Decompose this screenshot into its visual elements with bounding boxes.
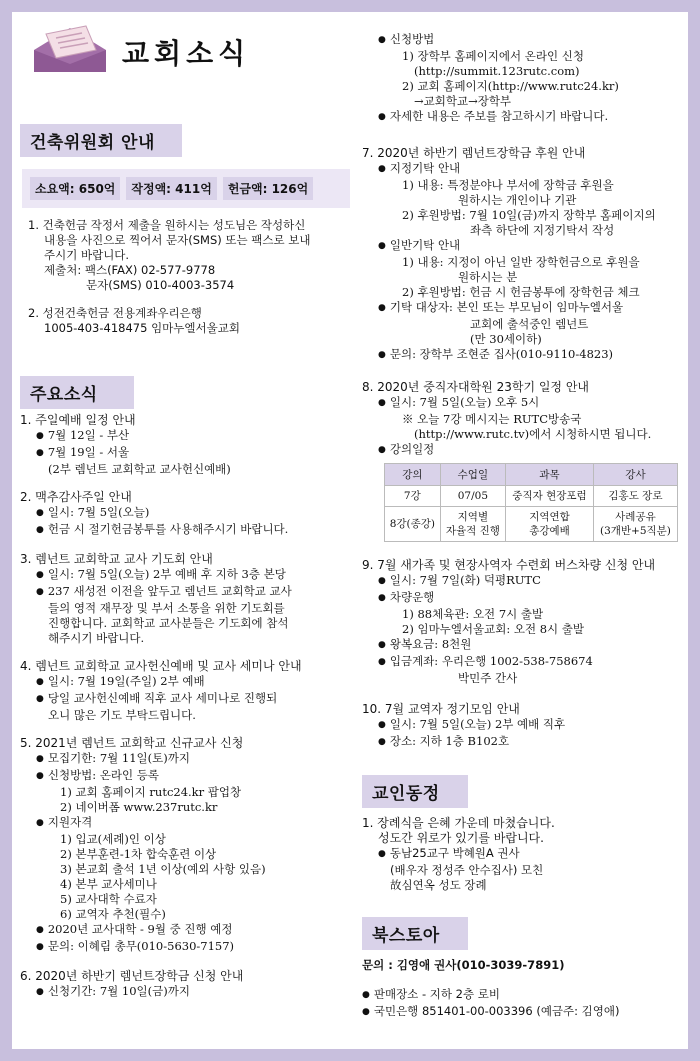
building-item-1-line: 내용을 사진으로 찍어서 문자(SMS) 또는 팩스로 보내 bbox=[44, 233, 311, 247]
news-subline: 박민주 간사 bbox=[458, 671, 518, 685]
news-item-9 bbox=[362, 558, 682, 686]
news-bullet: ● 신청기간: 7월 10일(금)까지 bbox=[20, 984, 354, 1001]
news-heading: 주요소식 bbox=[20, 376, 134, 409]
news-item-6-cont bbox=[362, 32, 682, 126]
news-item-2 bbox=[20, 490, 354, 539]
table-cell: 지역연합 총강예배 bbox=[506, 507, 594, 542]
news-subline: 교회에 출석중인 렘넌트 bbox=[470, 317, 589, 331]
news-bullet: ● 왕복요금: 8천원 bbox=[362, 637, 682, 654]
news-item-title: 1. 주일예배 일정 안내 bbox=[20, 413, 136, 427]
news-subline: 2) 본부훈련-1차 합숙훈련 이상 bbox=[60, 847, 217, 861]
table-cell: 8강(종강) bbox=[385, 507, 441, 542]
table-row bbox=[385, 507, 678, 542]
news-note: (http://www.rutc.tv)에서 시청하시면 됩니다. bbox=[414, 427, 652, 441]
news-subline: 2) 네이버폼 www.237rutc.kr bbox=[60, 800, 218, 814]
news-bullet: ● 지원자격 bbox=[20, 815, 354, 832]
left-column bbox=[20, 12, 354, 1014]
news-bullet: ● 237 새성전 이전을 앞두고 렘넌트 교회학교 교사 bbox=[20, 584, 354, 601]
lecture-schedule-table bbox=[384, 463, 678, 542]
news-item-title: 2. 맥추감사주일 안내 bbox=[20, 490, 132, 504]
table-cell: 김홍도 장로 bbox=[593, 486, 677, 507]
news-list bbox=[20, 413, 354, 1001]
bookstore-heading: 북스토아 bbox=[362, 917, 468, 950]
table-cell: 07/05 bbox=[440, 486, 505, 507]
news-subline: 4) 본부 교사세미나 bbox=[60, 877, 157, 891]
news-item-10 bbox=[362, 702, 682, 751]
news-bullet: ● 2020년 교사대학 - 9월 중 진행 예정 bbox=[20, 922, 354, 939]
news-item-title: 3. 렘넌트 교회학교 교사 기도회 안내 bbox=[20, 552, 213, 566]
news-subline: 5) 교사대학 수료자 bbox=[60, 892, 157, 906]
news-bullet: ● 문의: 이혜림 총무(010-5630-7157) bbox=[20, 939, 354, 956]
news-item-title: 6. 2020년 하반기 렘넌트장학금 신청 안내 bbox=[20, 969, 244, 983]
news-item-title: 10. 7월 교역자 정기모임 안내 bbox=[362, 702, 520, 716]
news-subline: 1) 내용: 지정이 아닌 일반 장학헌금으로 후원을 bbox=[402, 255, 640, 269]
news-item-4 bbox=[20, 659, 354, 723]
bookstore-bullet: ● 판매장소 - 지하 2층 로비 bbox=[362, 987, 682, 1004]
news-subline: →교회학교→장학부 bbox=[414, 94, 512, 108]
right-column bbox=[362, 32, 682, 1021]
news-bullet: ● 신청방법 bbox=[362, 32, 682, 49]
members-line: 1. 장례식을 은혜 가운데 마쳤습니다. bbox=[362, 816, 555, 830]
building-item-1 bbox=[28, 218, 354, 293]
building-item-2 bbox=[28, 306, 354, 336]
members-section bbox=[362, 775, 682, 893]
members-line: 성도간 위로가 있기를 바랍니다. bbox=[378, 831, 544, 845]
members-bullet: ● 동남25교구 박혜원A 권사 bbox=[362, 846, 682, 863]
news-bullet: ● 문의: 장학부 조현준 집사(010-9110-4823) bbox=[362, 347, 682, 364]
news-subline: 좌측 하단에 지정기탁서 작성 bbox=[470, 223, 615, 237]
building-account-number: 1005-403-418475 임마누엘서울교회 bbox=[44, 321, 240, 335]
news-item-6 bbox=[20, 969, 354, 1001]
building-item-1-line: 1. 건축헌금 작정서 제출을 원하시는 성도님은 작성하신 bbox=[28, 218, 306, 232]
table-row bbox=[385, 486, 678, 507]
news-subline: 원하시는 분 bbox=[458, 270, 518, 284]
news-item-8 bbox=[362, 380, 682, 542]
news-bullet: ● 자세한 내용은 주보를 참고하시기 바랍니다. bbox=[362, 109, 682, 126]
sms-number: 문자(SMS) 010-4003-3574 bbox=[86, 278, 235, 292]
table-cell: 사례공유 (3개반+5직분) bbox=[593, 507, 677, 542]
building-account-bank: 2. 성전건축헌금 전용계좌우리은행 bbox=[28, 306, 202, 320]
news-bullet: ● 일시: 7월 7일(화) 덕평RUTC bbox=[362, 573, 682, 590]
news-subline: 원하시는 개인이나 기관 bbox=[458, 193, 577, 207]
budget-chip-pledged: 작정액: 411억 bbox=[126, 177, 216, 200]
news-bullet: ● 장소: 지하 1층 B102호 bbox=[362, 734, 682, 751]
news-subline: 2) 임마누엘서울교회: 오전 8시 출발 bbox=[402, 622, 585, 636]
fax-number: 제출처: 팩스(FAX) 02-577-9778 bbox=[44, 263, 216, 277]
bookstore-bullet: ● 국민은행 851401-00-003396 (예금주: 김영애) bbox=[362, 1004, 682, 1021]
budget-chip-total: 소요액: 650억 bbox=[30, 177, 120, 200]
news-subline: 1) 내용: 특정분야나 부서에 장학금 후원을 bbox=[402, 178, 614, 192]
news-bullet: ● 당일 교사헌신예배 직후 교사 세미나로 진행되 bbox=[20, 691, 354, 708]
news-item-title: 5. 2021년 렘넌트 교회학교 신규교사 신청 bbox=[20, 736, 244, 750]
table-header: 강의 bbox=[385, 464, 441, 486]
table-header: 수업일 bbox=[440, 464, 505, 486]
news-bullet: ● 7월 19일 - 서울 bbox=[20, 445, 354, 462]
building-item-1-line: 주시기 바랍니다. bbox=[44, 248, 130, 262]
news-subline: 1) 88체육관: 오전 7시 출발 bbox=[402, 607, 544, 621]
news-subline: 1) 교회 홈페이지 rutc24.kr 팝업창 bbox=[60, 785, 242, 799]
news-subline: 6) 교역자 추천(필수) bbox=[60, 907, 166, 921]
news-item-title: 4. 렘넌트 교회학교 교사헌신예배 및 교사 세미나 안내 bbox=[20, 659, 302, 673]
news-subline: 들의 영적 재무장 및 부서 소통을 위한 기도회를 bbox=[48, 601, 285, 615]
news-subline: 오니 많은 기도 부탁드립니다. bbox=[48, 708, 196, 722]
members-subline: 故심연옥 성도 장례 bbox=[390, 878, 487, 892]
bulletin-page bbox=[12, 12, 688, 1049]
news-subline: 2) 후원방법: 7월 10일(금)까지 장학부 홈페이지의 bbox=[402, 208, 656, 222]
news-bullet: ● 기탁 대상자: 본인 또는 부모님이 임마누엘서울 bbox=[362, 300, 682, 317]
news-subline: 해주시기 바랍니다. bbox=[48, 631, 145, 645]
news-bullet: ● 입금계좌: 우리은행 1002-538-758674 bbox=[362, 654, 682, 671]
news-bullet: ● 헌금 시 절기헌금봉투를 사용해주시기 바랍니다. bbox=[20, 522, 354, 539]
news-bullet: ● 모집기한: 7월 11일(토)까지 bbox=[20, 751, 354, 768]
news-note: ※ 오늘 7강 메시지는 RUTC방송국 bbox=[402, 412, 582, 426]
envelope-icon bbox=[30, 20, 110, 76]
table-cell: 7강 bbox=[385, 486, 441, 507]
news-subline: (http://summit.123rutc.com) bbox=[414, 64, 580, 78]
members-subline: (배우자 정성주 안수집사) 모친 bbox=[390, 863, 544, 877]
table-header: 강사 bbox=[593, 464, 677, 486]
table-header-row bbox=[385, 464, 678, 486]
news-bullet: ● 일시: 7월 5일(오늘) bbox=[20, 505, 354, 522]
news-bullet: ● 일반기탁 안내 bbox=[362, 238, 682, 255]
table-cell: 중직자 현장포럼 bbox=[506, 486, 594, 507]
news-item-7 bbox=[362, 146, 682, 364]
news-subline: (2부 렘넌트 교회학교 교사헌신예배) bbox=[48, 462, 231, 476]
news-bullet: ● 일시: 7월 19일(주일) 2부 예배 bbox=[20, 674, 354, 691]
news-subline: 2) 교회 홈페이지(http://www.rutc24.kr) bbox=[402, 79, 619, 93]
news-bullet: ● 일시: 7월 5일(오늘) 오후 5시 bbox=[362, 395, 682, 412]
news-bullet: ● 지정기탁 안내 bbox=[362, 161, 682, 178]
news-subline: (만 30세이하) bbox=[470, 332, 542, 346]
news-subline: 1) 입교(세례)인 이상 bbox=[60, 832, 166, 846]
news-bullet: ● 7월 12일 - 부산 bbox=[20, 428, 354, 445]
bookstore-contact: 문의 : 김영애 권사(010-3039-7891) bbox=[362, 958, 565, 972]
news-bullet: ● 강의일정 bbox=[362, 442, 682, 459]
news-bullet: ● 일시: 7월 5일(오늘) 2부 예배 직후 bbox=[362, 717, 682, 734]
news-bullet: ● 차량운행 bbox=[362, 590, 682, 607]
news-item-title: 9. 7월 새가족 및 현장사역자 수련회 버스차량 신청 안내 bbox=[362, 558, 656, 572]
news-item-title: 8. 2020년 중직자대학원 23학기 일정 안내 bbox=[362, 380, 590, 394]
news-item-5 bbox=[20, 736, 354, 956]
news-bullet: ● 신청방법: 온라인 등록 bbox=[20, 768, 354, 785]
table-header: 과목 bbox=[506, 464, 594, 486]
news-subline: 2) 후원방법: 헌금 시 헌금봉투에 장학헌금 체크 bbox=[402, 285, 640, 299]
budget-chip-given: 헌금액: 126억 bbox=[223, 177, 313, 200]
page-title: 교회소식 bbox=[122, 37, 251, 70]
members-heading: 교인동정 bbox=[362, 775, 468, 808]
news-bullet: ● 일시: 7월 5일(오늘) 2부 예배 후 지하 3층 본당 bbox=[20, 567, 354, 584]
news-item-1 bbox=[20, 413, 354, 477]
news-subline: 3) 본교회 출석 1년 이상(예외 사항 있음) bbox=[60, 862, 266, 876]
table-cell: 지역별 자율적 진행 bbox=[440, 507, 505, 542]
building-heading: 건축위원회 안내 bbox=[20, 124, 182, 157]
news-subline: 1) 장학부 홈페이지에서 온라인 신청 bbox=[402, 49, 584, 63]
budget-chips bbox=[22, 169, 350, 208]
news-subline: 진행합니다. 교회학교 교사분들은 기도회에 참석 bbox=[48, 616, 289, 630]
bulletin-header bbox=[20, 12, 354, 78]
news-item-title: 7. 2020년 하반기 렘넌트장학금 후원 안내 bbox=[362, 146, 586, 160]
news-item-3 bbox=[20, 552, 354, 646]
bookstore-section bbox=[362, 917, 682, 1021]
